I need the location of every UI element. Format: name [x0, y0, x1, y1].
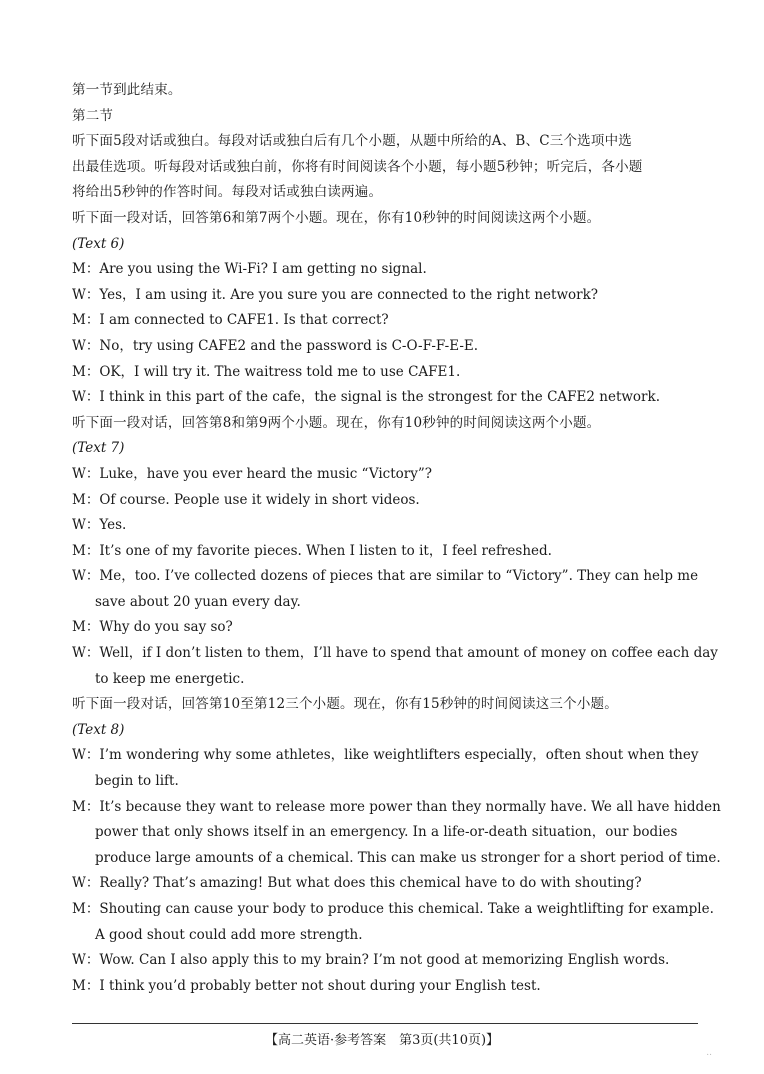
dialogue-line: M：Shouting can cause your body to produce this chemical. Take a weightlifting for example. — [72, 901, 714, 917]
dialogue-line: W：Yes，I am using it. Are you sure you are connected to the right network? — [72, 286, 598, 303]
dialogue-continuation: power that only shows itself in an emergency. In a life-or-death situation，our bodies — [95, 824, 678, 841]
dialogue-line: M：I am connected to CAFE1. Is that correct? — [72, 312, 389, 329]
instruction-line: 第二节 — [72, 107, 114, 124]
dialogue-line: W：Really? That’s amazing! But what does this chemical have to do with shouting? — [72, 875, 642, 892]
instruction-line: 听下面5段对话或独白。每段对话或独白后有几个小题，从题中所给的A、B、C三个选项中选 — [72, 133, 632, 150]
dialogue-line: W：I’m wondering why some athletes，like weightlifters especially，often shout when they — [72, 747, 699, 764]
footer-divider — [72, 1023, 698, 1024]
dialogue-line: M：I think you’d probably better not shout during your English test. — [72, 977, 541, 994]
dialogue-line: M：It’s one of my favorite pieces. When I listen to it，I feel refreshed. — [72, 542, 552, 559]
dialogue-line: M：Are you using the Wi-Fi? I am getting no signal. — [72, 261, 427, 278]
instruction-line: 听下面一段对话，回答第10至第12三个小题。现在，你有15秒钟的时间阅读这三个小题。 — [72, 696, 618, 713]
dialogue-line: M：OK，I will try it. The waitress told me to use CAFE1. — [72, 363, 461, 380]
dialogue-line: M：Why do you say so? — [72, 619, 233, 636]
dialogue-line: W：I think in this part of the cafe，the signal is the strongest for the CAFE2 network. — [72, 389, 660, 406]
dialogue-line: M：It’s because they want to release more power than they normally have. We all have hidden — [72, 798, 721, 815]
dialogue-line: W：No，try using CAFE2 and the password is C-O-F-F-E-E. — [72, 337, 479, 354]
corner-mark: .. — [706, 1048, 712, 1058]
dialogue-continuation: produce large amounts of a chemical. This can make us stronger for a short period of time. — [95, 849, 721, 866]
dialogue-continuation: save about 20 yuan every day. — [95, 593, 301, 610]
section-label: (Text 6) — [72, 235, 125, 252]
dialogue-continuation: A good shout could add more strength. — [95, 926, 363, 943]
instruction-line: 听下面一段对话，回答第6和第7两个小题。现在，你有10秒钟的时间阅读这两个小题。 — [72, 209, 601, 226]
section-label: (Text 8) — [72, 721, 125, 738]
document-body — [72, 78, 721, 999]
dialogue-line: W：Well，if I don’t listen to them，I’ll have to spend that amount of money on coffee each day — [72, 645, 718, 662]
dialogue-line: W：Yes. — [72, 517, 127, 534]
dialogue-continuation: to keep me energetic. — [95, 670, 245, 687]
instruction-line: 第一节到此结束。 — [72, 82, 182, 98]
section-label: (Text 7) — [72, 440, 125, 457]
instruction-line: 将给出5秒钟的作答时间。每段对话或独白读两遍。 — [72, 184, 383, 201]
dialogue-line: W：Me，too. I’ve collected dozens of pieces that are similar to “Victory”. They can help me — [72, 568, 699, 585]
instruction-line: 听下面一段对话，回答第8和第9两个小题。现在，你有10秒钟的时间阅读这两个小题。 — [72, 414, 601, 431]
instruction-line: 出最佳选项。听每段对话或独白前，你将有时间阅读各个小题，每小题5秒钟；听完后，各小题 — [72, 158, 643, 175]
dialogue-continuation: begin to lift. — [95, 773, 179, 790]
dialogue-line: M：Of course. People use it widely in short videos. — [72, 491, 420, 508]
dialogue-line: W：Wow. Can I also apply this to my brain? I’m not good at memorizing English words. — [72, 952, 670, 969]
dialogue-line: W：Luke，have you ever heard the music “Victory”? — [72, 465, 432, 482]
page-footer: 【高二英语·参考答案 第3页(共10页)】 — [264, 1033, 500, 1048]
